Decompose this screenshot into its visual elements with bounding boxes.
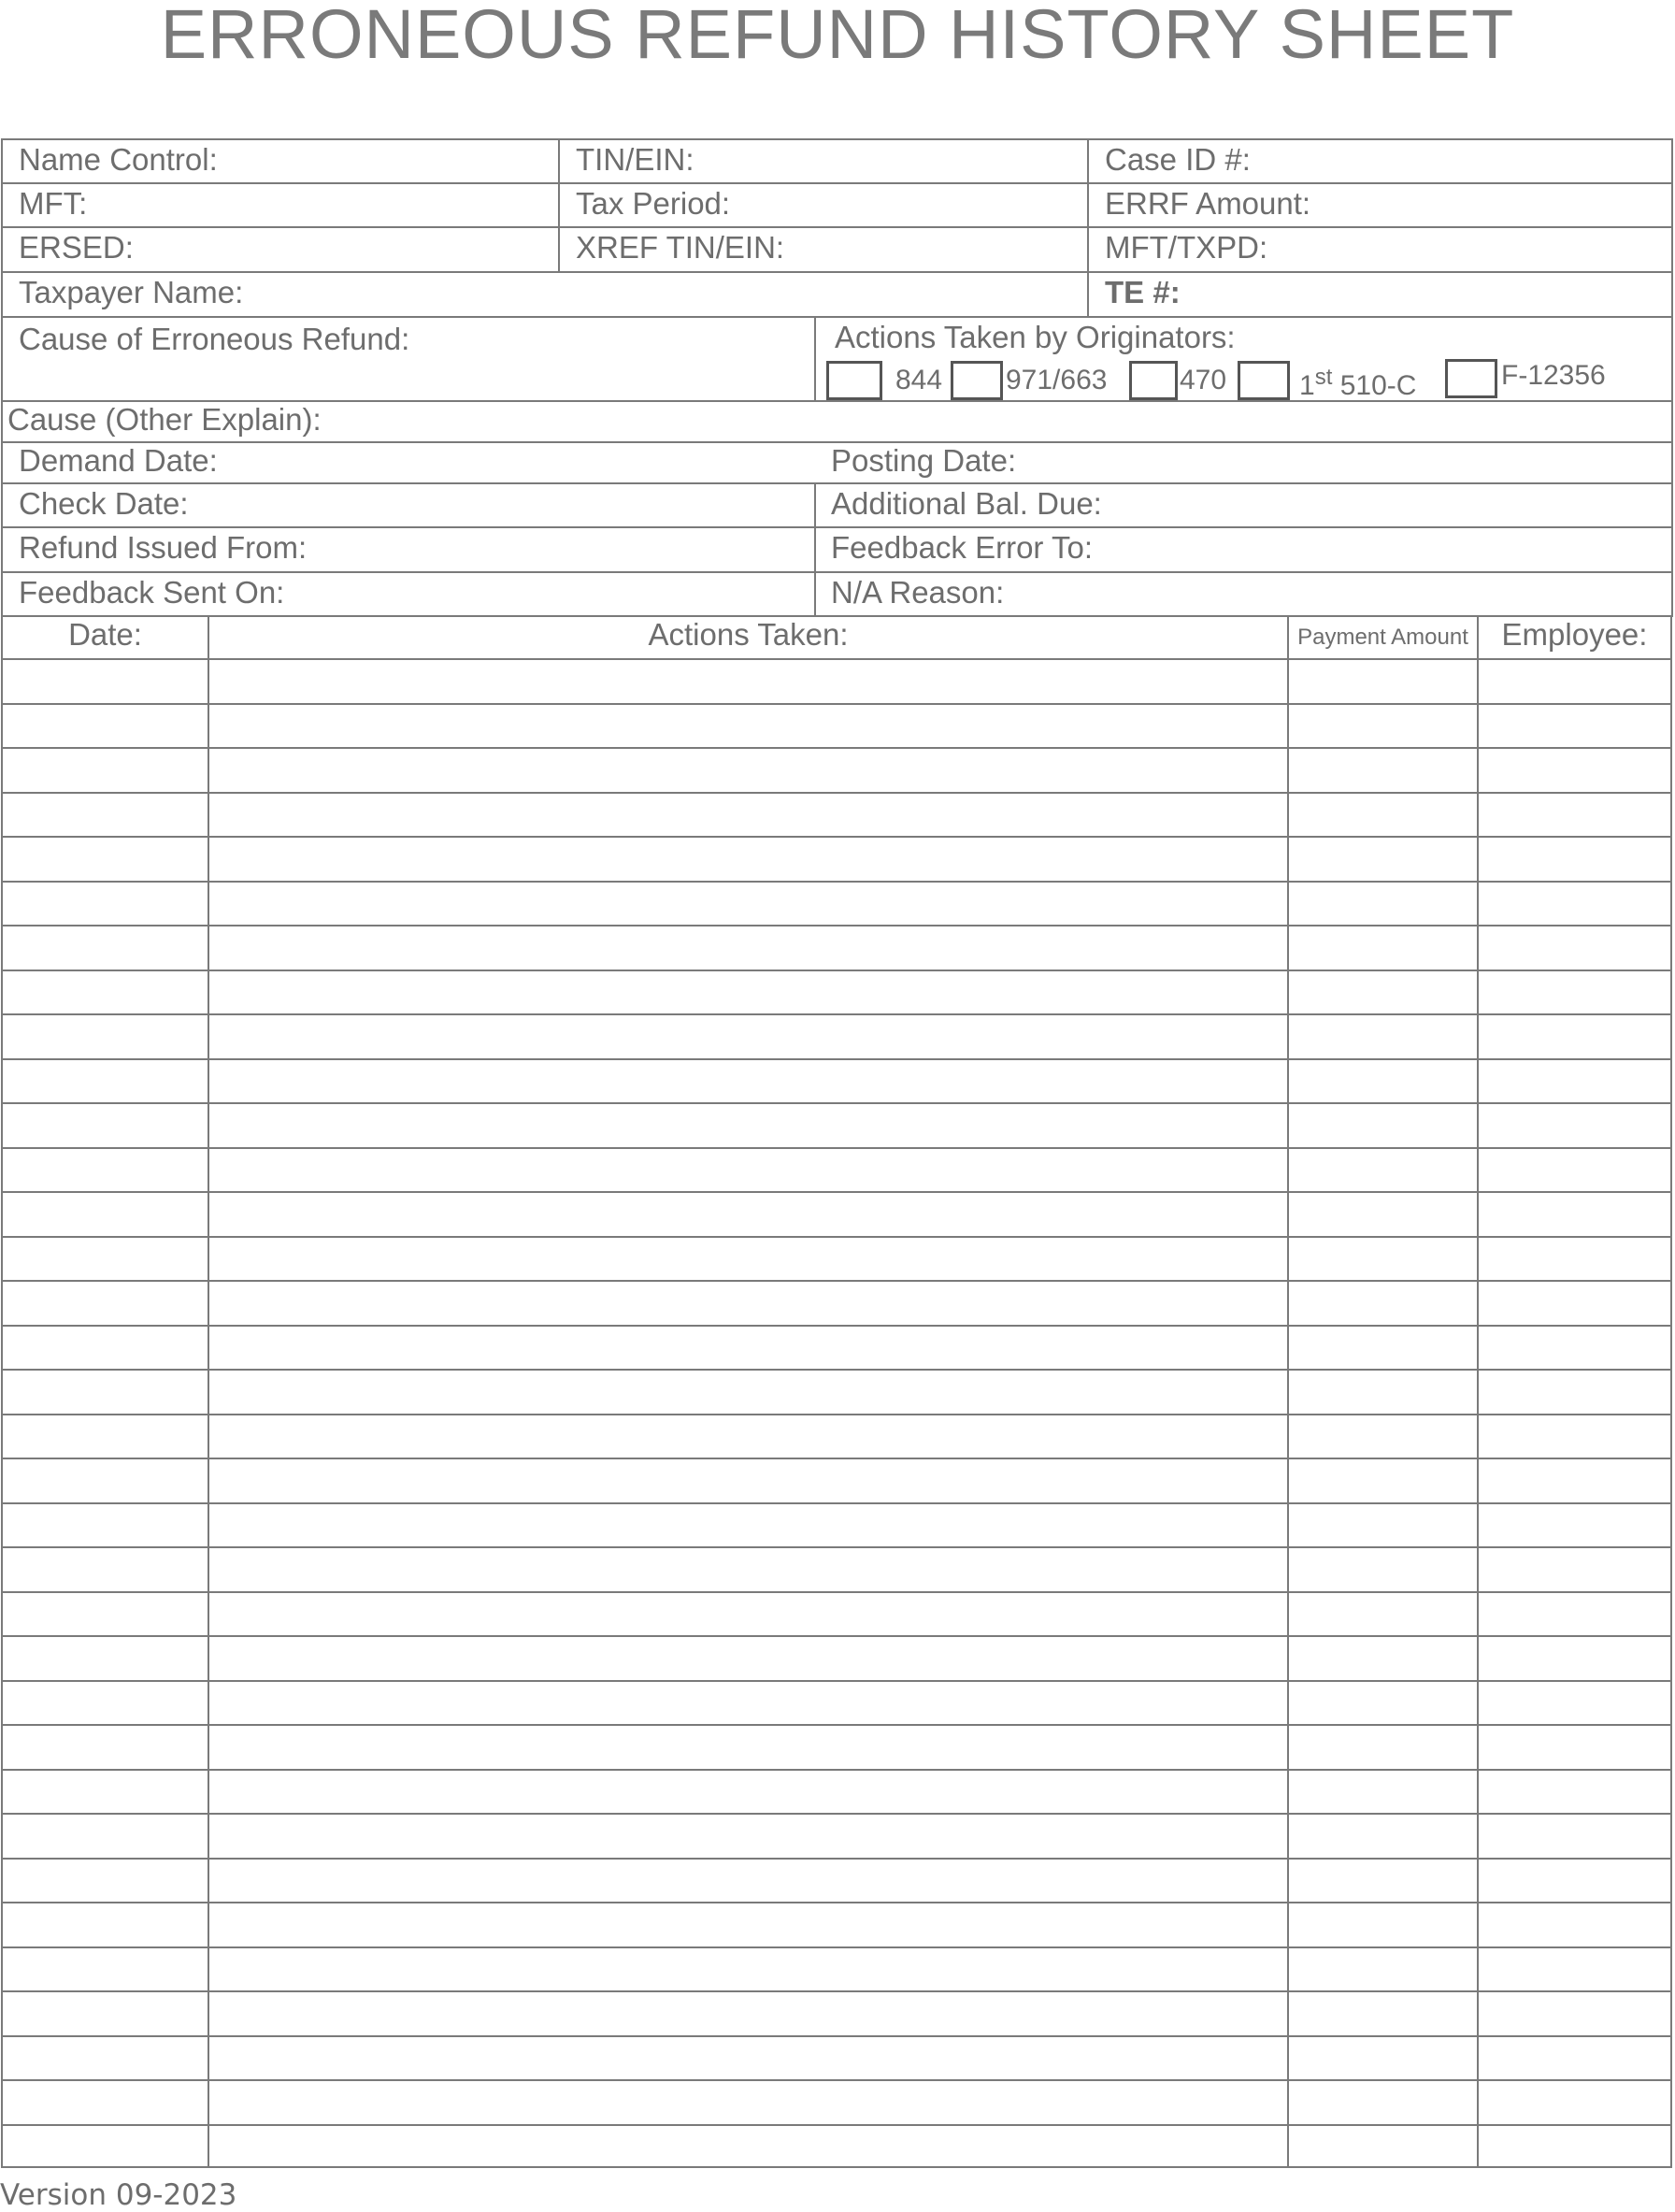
- employee-cell[interactable]: [1479, 971, 1672, 1014]
- feedback-sent-on-label: Feedback Sent On:: [19, 575, 285, 610]
- table-row: [1, 2124, 1672, 2169]
- employee-cell[interactable]: [1479, 1992, 1672, 2035]
- employee-cell[interactable]: [1479, 1948, 1672, 1991]
- actions-taken-cell[interactable]: [209, 1548, 1289, 1591]
- actions-taken-column-header: Actions Taken:: [209, 617, 1289, 658]
- table-row: [1, 1680, 1672, 1725]
- employee-cell[interactable]: [1479, 926, 1672, 970]
- table-row: [1, 881, 1672, 926]
- payment-amount-cell[interactable]: [1289, 926, 1479, 970]
- column-divider: [814, 316, 816, 400]
- actions-taken-cell[interactable]: [209, 926, 1289, 970]
- date-cell[interactable]: [1, 1238, 209, 1281]
- table-row: [1, 1990, 1672, 2035]
- employee-cell[interactable]: [1479, 1903, 1672, 1946]
- date-cell[interactable]: [1, 1992, 209, 2035]
- demand-date-label: Demand Date:: [19, 443, 218, 478]
- date-cell[interactable]: [1, 926, 209, 970]
- employee-cell[interactable]: [1479, 1548, 1672, 1591]
- employee-cell[interactable]: [1479, 2081, 1672, 2124]
- row-divider: [1, 571, 1673, 573]
- actions-taken-cell[interactable]: [209, 1815, 1289, 1858]
- table-row: [1, 703, 1672, 748]
- actions-taken-cell[interactable]: [209, 1015, 1289, 1058]
- additional-bal-due-label: Additional Bal. Due:: [831, 486, 1102, 521]
- date-cell[interactable]: [1, 883, 209, 926]
- payment-amount-cell[interactable]: [1289, 1948, 1479, 1991]
- employee-cell[interactable]: [1479, 794, 1672, 837]
- row-divider: [1129, 482, 1673, 484]
- table-row: [1, 792, 1672, 837]
- date-cell[interactable]: [1, 1415, 209, 1458]
- na-reason-label: N/A Reason:: [831, 575, 1005, 610]
- payment-amount-cell[interactable]: [1289, 2126, 1479, 2167]
- payment-amount-cell[interactable]: [1289, 1459, 1479, 1502]
- table-row: [1, 925, 1672, 970]
- actions-taken-cell[interactable]: [209, 883, 1289, 926]
- actions-taken-cell[interactable]: [209, 1282, 1289, 1325]
- posting-date-label: Posting Date:: [831, 443, 1017, 478]
- payment-amount-cell[interactable]: [1289, 1282, 1479, 1325]
- payment-amount-cell[interactable]: [1289, 660, 1479, 703]
- table-row: [1, 1280, 1672, 1325]
- employee-cell[interactable]: [1479, 1015, 1672, 1058]
- check-date-label: Check Date:: [19, 486, 189, 521]
- cause-label: Cause of Erroneous Refund:: [19, 322, 410, 356]
- table-row: [1, 1369, 1672, 1414]
- employee-column-header: Employee:: [1479, 617, 1672, 658]
- employee-cell[interactable]: [1479, 1104, 1672, 1147]
- table-row: [1, 1591, 1672, 1636]
- action-log-table: [1, 615, 1672, 2168]
- payment-amount-cell[interactable]: [1289, 1238, 1479, 1281]
- option-971-663-label: 971/663: [1006, 365, 1108, 395]
- actions-taken-cell[interactable]: [209, 1771, 1289, 1814]
- date-cell[interactable]: [1, 1637, 209, 1680]
- date-cell[interactable]: [1, 1903, 209, 1946]
- row-divider: [1, 526, 1673, 528]
- actions-taken-cell[interactable]: [209, 1593, 1289, 1636]
- table-row: [1, 1236, 1672, 1281]
- table-row: [1, 2035, 1672, 2080]
- payment-amount-cell[interactable]: [1289, 1593, 1479, 1636]
- actions-taken-originators-label: Actions Taken by Originators:: [835, 320, 1236, 354]
- checkbox-844[interactable]: [826, 361, 882, 400]
- actions-taken-cell[interactable]: [209, 1415, 1289, 1458]
- actions-taken-cell[interactable]: [209, 2037, 1289, 2080]
- payment-amount-cell[interactable]: [1289, 2037, 1479, 2080]
- employee-cell[interactable]: [1479, 2037, 1672, 2080]
- table-row: [1, 1325, 1672, 1370]
- employee-cell[interactable]: [1479, 1726, 1672, 1769]
- row-divider: [1, 316, 1673, 318]
- payment-amount-cell[interactable]: [1289, 1682, 1479, 1725]
- payment-amount-cell[interactable]: [1289, 1415, 1479, 1458]
- mft-label: MFT:: [19, 186, 88, 221]
- employee-cell[interactable]: [1479, 1504, 1672, 1547]
- date-cell[interactable]: [1, 705, 209, 748]
- tax-period-label: Tax Period:: [576, 186, 731, 221]
- actions-taken-cell[interactable]: [209, 1637, 1289, 1680]
- actions-taken-cell[interactable]: [209, 1459, 1289, 1502]
- actions-taken-cell[interactable]: [209, 1948, 1289, 1991]
- option-ordinal-suffix: st: [1314, 365, 1333, 390]
- employee-cell[interactable]: [1479, 1815, 1672, 1858]
- form-border-right: [1671, 138, 1673, 617]
- table-row: [1, 1102, 1672, 1147]
- row-divider: [1, 182, 1673, 184]
- table-row: [1, 1546, 1672, 1591]
- payment-amount-cell[interactable]: [1289, 838, 1479, 881]
- actions-taken-cell[interactable]: [209, 705, 1289, 748]
- date-cell[interactable]: [1, 1593, 209, 1636]
- employee-cell[interactable]: [1479, 838, 1672, 881]
- payment-amount-cell[interactable]: [1289, 1193, 1479, 1236]
- refund-issued-from-label: Refund Issued From:: [19, 530, 308, 565]
- mft-txpd-label: MFT/TXPD:: [1105, 230, 1268, 265]
- column-divider: [814, 482, 816, 617]
- table-row: [1, 658, 1672, 703]
- actions-taken-cell[interactable]: [209, 1238, 1289, 1281]
- date-cell[interactable]: [1, 749, 209, 792]
- payment-amount-cell[interactable]: [1289, 2081, 1479, 2124]
- table-row: [1, 1058, 1672, 1103]
- table-row: [1, 1902, 1672, 1946]
- table-row: [1, 1769, 1672, 1814]
- date-cell[interactable]: [1, 1860, 209, 1903]
- payment-amount-column-header: Payment Amount: [1289, 617, 1479, 658]
- payment-amount-cell[interactable]: [1289, 883, 1479, 926]
- page-title: ERRONEOUS REFUND HISTORY SHEET: [160, 0, 1515, 73]
- actions-taken-cell[interactable]: [209, 1371, 1289, 1414]
- case-id-label: Case ID #:: [1105, 142, 1251, 177]
- table-row: [1, 970, 1672, 1014]
- table-row: [1, 836, 1672, 881]
- employee-cell[interactable]: [1479, 1282, 1672, 1325]
- date-cell[interactable]: [1, 1104, 209, 1147]
- option-ordinal-number: 1: [1299, 370, 1315, 401]
- date-cell[interactable]: [1, 1948, 209, 1991]
- date-cell[interactable]: [1, 1193, 209, 1236]
- xref-tin-ein-label: XREF TIN/EIN:: [576, 230, 785, 265]
- actions-taken-cell[interactable]: [209, 660, 1289, 703]
- actions-taken-cell[interactable]: [209, 1992, 1289, 2035]
- employee-cell[interactable]: [1479, 1238, 1672, 1281]
- date-cell[interactable]: [1, 1459, 209, 1502]
- errf-amount-label: ERRF Amount:: [1105, 186, 1311, 221]
- payment-amount-cell[interactable]: [1289, 1903, 1479, 1946]
- date-cell[interactable]: [1, 660, 209, 703]
- actions-taken-cell[interactable]: [209, 971, 1289, 1014]
- employee-cell[interactable]: [1479, 660, 1672, 703]
- payment-amount-cell[interactable]: [1289, 1992, 1479, 2035]
- table-row: [1, 747, 1672, 792]
- actions-taken-cell[interactable]: [209, 2081, 1289, 2124]
- employee-cell[interactable]: [1479, 1771, 1672, 1814]
- version-footer: Version 09-2023: [0, 2178, 237, 2212]
- checkbox-470[interactable]: [1129, 361, 1178, 400]
- actions-taken-cell[interactable]: [209, 749, 1289, 792]
- feedback-error-to-label: Feedback Error To:: [831, 530, 1094, 565]
- actions-taken-cell[interactable]: [209, 1682, 1289, 1725]
- payment-amount-cell[interactable]: [1289, 1060, 1479, 1103]
- date-cell[interactable]: [1, 1682, 209, 1725]
- actions-taken-cell[interactable]: [209, 1726, 1289, 1769]
- checkbox-971-663[interactable]: [951, 361, 1003, 400]
- payment-amount-cell[interactable]: [1289, 1015, 1479, 1058]
- employee-cell[interactable]: [1479, 749, 1672, 792]
- actions-taken-cell[interactable]: [209, 1060, 1289, 1103]
- date-cell[interactable]: [1, 2037, 209, 2080]
- payment-amount-cell[interactable]: [1289, 1371, 1479, 1414]
- option-510c: 510-C: [1339, 370, 1417, 401]
- actions-taken-cell[interactable]: [209, 1149, 1289, 1192]
- table-row: [1, 1635, 1672, 1680]
- checkbox-1st-510c[interactable]: [1238, 361, 1290, 400]
- ersed-label: ERSED:: [19, 230, 134, 265]
- actions-taken-cell[interactable]: [209, 794, 1289, 837]
- actions-taken-cell[interactable]: [209, 838, 1289, 881]
- date-cell[interactable]: [1, 1060, 209, 1103]
- date-cell[interactable]: [1, 1327, 209, 1370]
- employee-cell[interactable]: [1479, 883, 1672, 926]
- option-844-label: 844: [895, 365, 943, 395]
- payment-amount-cell[interactable]: [1289, 1771, 1479, 1814]
- employee-cell[interactable]: [1479, 1327, 1672, 1370]
- employee-cell[interactable]: [1479, 1060, 1672, 1103]
- date-cell[interactable]: [1, 1726, 209, 1769]
- employee-cell[interactable]: [1479, 1193, 1672, 1236]
- option-f-12356-label: F-12356: [1501, 360, 1606, 391]
- name-control-label: Name Control:: [19, 142, 218, 177]
- payment-amount-cell[interactable]: [1289, 705, 1479, 748]
- payment-amount-cell[interactable]: [1289, 971, 1479, 1014]
- table-row: [1, 1414, 1672, 1458]
- option-1st-510c-label: [1299, 365, 1416, 402]
- row-divider: [1, 482, 1137, 484]
- option-470-label: 470: [1180, 365, 1227, 395]
- date-cell[interactable]: [1, 971, 209, 1014]
- payment-amount-cell[interactable]: [1289, 1149, 1479, 1192]
- form-border-left: [1, 138, 3, 617]
- actions-taken-cell[interactable]: [209, 1327, 1289, 1370]
- table-row: [1, 1502, 1672, 1547]
- employee-cell[interactable]: [1479, 705, 1672, 748]
- date-cell[interactable]: [1, 1815, 209, 1858]
- date-cell[interactable]: [1, 2126, 209, 2167]
- employee-cell[interactable]: [1479, 1149, 1672, 1192]
- table-row: [1, 1013, 1672, 1058]
- employee-cell[interactable]: [1479, 1371, 1672, 1414]
- table-row: [1, 1813, 1672, 1858]
- employee-cell[interactable]: [1479, 1637, 1672, 1680]
- payment-amount-cell[interactable]: [1289, 1637, 1479, 1680]
- actions-taken-cell[interactable]: [209, 2126, 1289, 2167]
- payment-amount-cell[interactable]: [1289, 1104, 1479, 1147]
- table-row: [1, 1191, 1672, 1236]
- table-row: [1, 1946, 1672, 1991]
- table-row: [1, 1724, 1672, 1769]
- payment-amount-cell[interactable]: [1289, 749, 1479, 792]
- row-divider: [1, 226, 1673, 228]
- employee-cell[interactable]: [1479, 1860, 1672, 1903]
- table-body: [1, 658, 1672, 2168]
- actions-taken-cell[interactable]: [209, 1860, 1289, 1903]
- table-row: [1, 1858, 1672, 1903]
- employee-cell[interactable]: [1479, 1459, 1672, 1502]
- employee-cell[interactable]: [1479, 1682, 1672, 1725]
- table-row: [1, 2079, 1672, 2124]
- form-border-top: [1, 138, 1673, 140]
- actions-taken-cell[interactable]: [209, 1104, 1289, 1147]
- date-column-header: Date:: [1, 617, 209, 658]
- date-cell[interactable]: [1, 1771, 209, 1814]
- te-number-label: TE #:: [1105, 275, 1181, 309]
- date-cell[interactable]: [1, 794, 209, 837]
- actions-taken-cell[interactable]: [209, 1504, 1289, 1547]
- payment-amount-cell[interactable]: [1289, 1504, 1479, 1547]
- payment-amount-cell[interactable]: [1289, 1860, 1479, 1903]
- tin-ein-label: TIN/EIN:: [576, 142, 694, 177]
- date-cell[interactable]: [1, 838, 209, 881]
- employee-cell[interactable]: [1479, 1415, 1672, 1458]
- table-row: [1, 1147, 1672, 1192]
- payment-amount-cell[interactable]: [1289, 1327, 1479, 1370]
- payment-amount-cell[interactable]: [1289, 794, 1479, 837]
- table-header-row: [1, 615, 1672, 658]
- payment-amount-cell[interactable]: [1289, 1815, 1479, 1858]
- cause-other-label: Cause (Other Explain):: [7, 402, 322, 437]
- payment-amount-cell[interactable]: [1289, 1726, 1479, 1769]
- column-divider: [558, 138, 560, 271]
- employee-cell[interactable]: [1479, 1593, 1672, 1636]
- employee-cell[interactable]: [1479, 2126, 1672, 2167]
- date-cell[interactable]: [1, 1371, 209, 1414]
- payment-amount-cell[interactable]: [1289, 1548, 1479, 1591]
- row-divider: [1, 271, 1673, 273]
- checkbox-f-12356[interactable]: [1445, 359, 1497, 398]
- taxpayer-name-label: Taxpayer Name:: [19, 275, 244, 309]
- actions-taken-cell[interactable]: [209, 1903, 1289, 1946]
- date-cell[interactable]: [1, 1548, 209, 1591]
- date-cell[interactable]: [1, 1015, 209, 1058]
- date-cell[interactable]: [1, 1282, 209, 1325]
- date-cell[interactable]: [1, 1504, 209, 1547]
- table-row: [1, 1458, 1672, 1502]
- column-divider: [1087, 138, 1089, 316]
- actions-taken-cell[interactable]: [209, 1193, 1289, 1236]
- date-cell[interactable]: [1, 1149, 209, 1192]
- date-cell[interactable]: [1, 2081, 209, 2124]
